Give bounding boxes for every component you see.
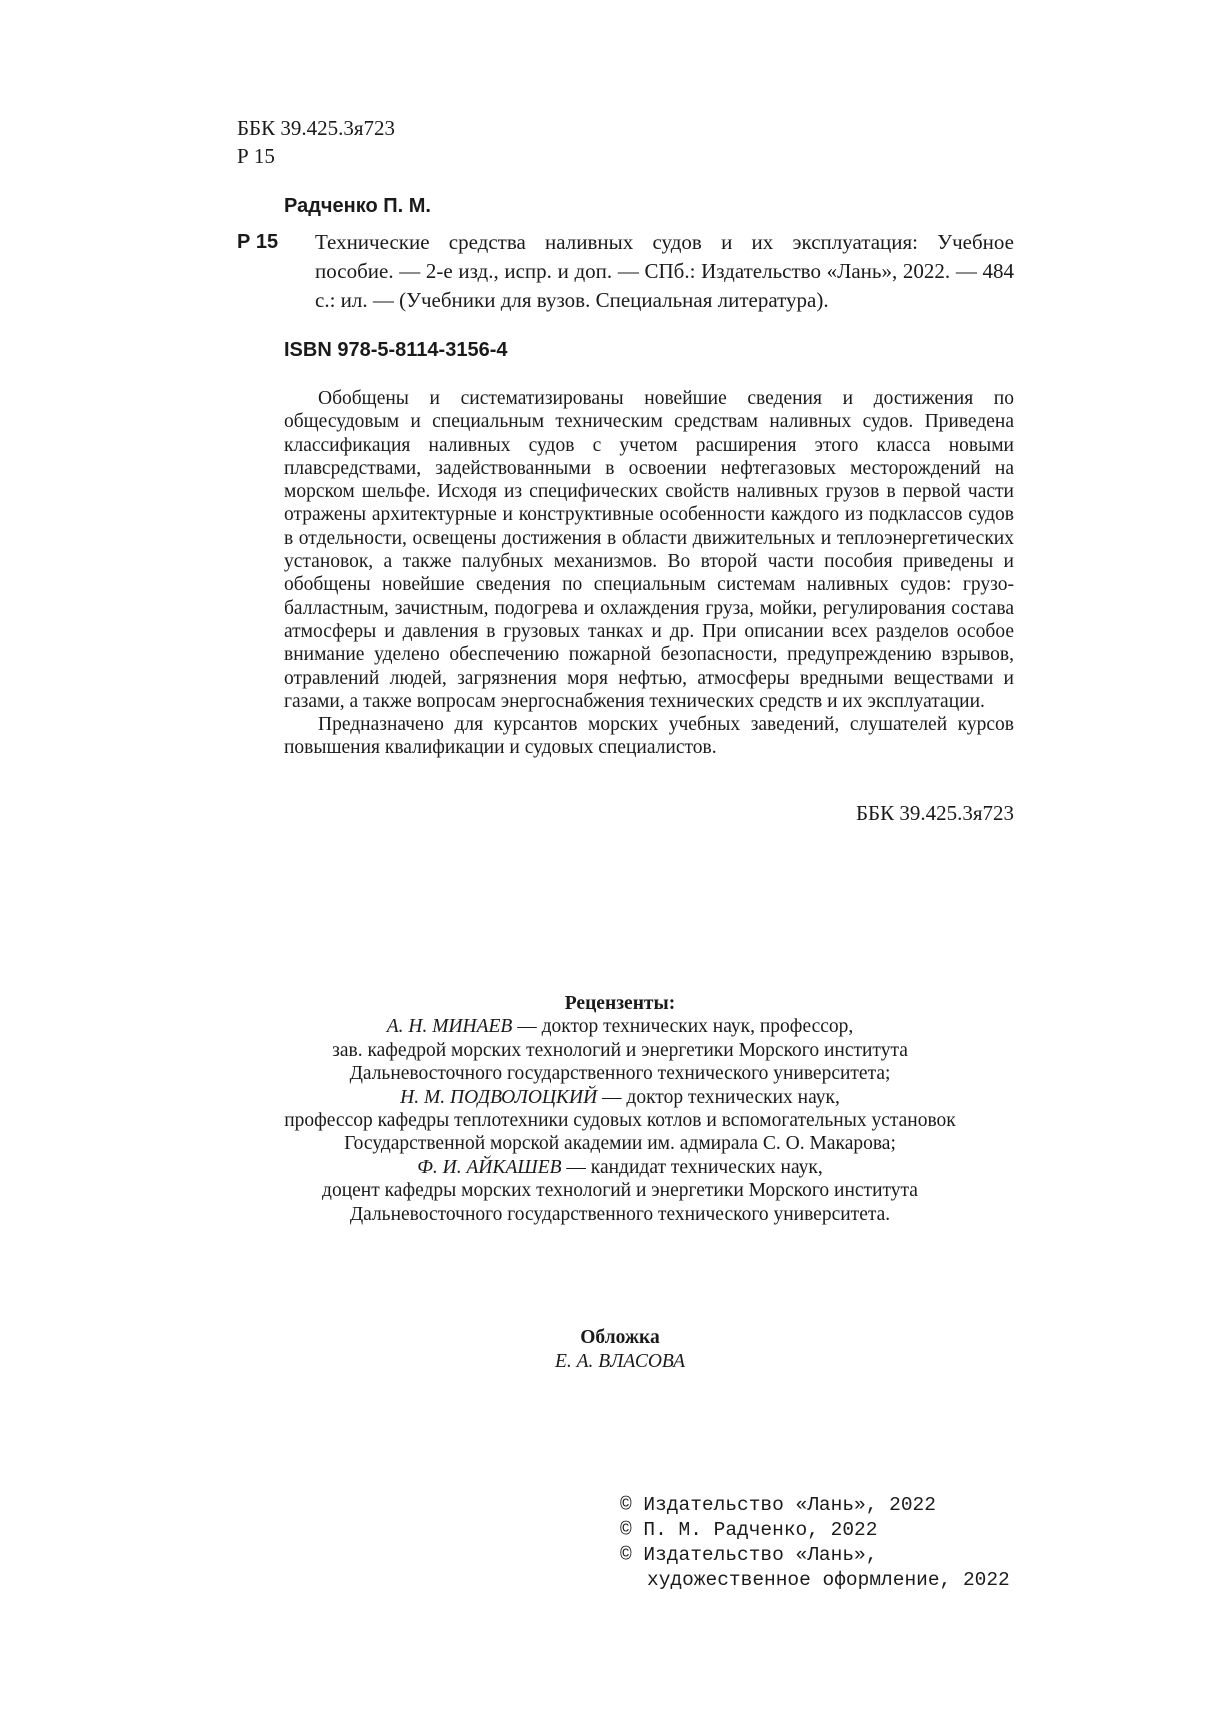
copyright-design: © Издательство «Лань», — [620, 1544, 878, 1566]
reviewer-2-title: — доктор технических наук, — [597, 1086, 840, 1108]
entry-title-line: Технические средства наливных судов и их эксплуатация: Учебное — [315, 230, 1014, 254]
classification-block — [237, 114, 395, 170]
bbk-code: ББК 39.425.3я723 — [237, 116, 396, 140]
reviewer-1-name: А. Н. МИНАЕВ — [386, 1016, 513, 1038]
abstract-paragraph: Обобщены и систематизированы новейшие сведения и достижения по общесудовым и специальным техническим средствам наливных судов. Приведена классификация наливных судов с учетом расширения этого класса новыми плавсредствами, задействованными в освоении нефтегазовых месторождений на морском шельфе. Исходя из специфических свойств наливных грузов в первой части отражены архитектурные и конструктивные особенности каждого из подклассов судов в отдельности, освещены достижения в области движительных и теплоэнергетических установок, а также палубных механизмов. Во второй части пособия приведены и обобщены новейшие сведения по специальным системам наливных судов: грузо-балластным, зачистным, подогрева и охлаждения груза, мойки, регулирования состава атмосферы и давления в грузовых танках и др. При описании всех разделов особое внимание уделено обеспечению пожарной безопасности, предупреждению взрывов, отравлений людей, загрязнения моря нефтью, атмосферы вредными веществами и газами, а также вопросам энергоснабжения технических средств и их эксплуатации. — [284, 388, 1014, 712]
reviewer-2-institution: Государственной морской академии им. адмирала С. О. Макарова; — [344, 1133, 896, 1155]
audience-paragraph: Предназначено для курсантов морских учебных заведений, слушателей курсов повышения квалификации и судовых специалистов. — [284, 714, 1014, 759]
reviewer-1-institution: Дальневосточного государственного технического университета; — [349, 1063, 891, 1085]
reviewer-3-position: доцент кафедры морских технологий и энергетики Морского института — [322, 1180, 918, 1202]
abstract — [284, 387, 1014, 760]
cover-credit — [400, 1326, 840, 1374]
reviewer-3 — [200, 1156, 1040, 1179]
reviewer-1-title: — доктор технических наук, профессор, — [512, 1016, 854, 1038]
reviewer-3-institution: Дальневосточного государственного технического университета. — [349, 1203, 891, 1225]
reviewer-2 — [200, 1086, 1040, 1109]
reviewers-block — [200, 992, 1040, 1226]
reviewers-heading: Рецензенты: — [564, 993, 676, 1014]
reviewer-2-name: Н. М. ПОДВОЛОЦКИЙ — [400, 1086, 598, 1108]
copyright-publisher: © Издательство «Лань», 2022 — [620, 1494, 936, 1516]
reviewer-3-title: — кандидат технических наук, — [561, 1156, 823, 1178]
isbn: ISBN 978-5-8114-3156-4 — [284, 339, 508, 361]
bibliographic-entry — [237, 228, 1014, 315]
copyright-block — [620, 1493, 1010, 1593]
copyright-design-note: художественное оформление, 2022 — [647, 1569, 1010, 1591]
entry-code: Р 15 — [237, 231, 279, 253]
bbk-code-bottom: ББК 39.425.3я723 — [855, 801, 1014, 825]
reviewer-3-name: Ф. И. АЙКАШЕВ — [417, 1156, 562, 1178]
cover-heading: Обложка — [580, 1327, 660, 1348]
copyright-author: © П. М. Радченко, 2022 — [620, 1519, 878, 1541]
author-mark: Р 15 — [237, 144, 275, 168]
reviewer-2-position: профессор кафедры теплотехники судовых котлов и вспомогательных установок — [284, 1110, 956, 1132]
entry-details: пособие. — 2-е изд., испр. и доп. — СПб.: Издательство «Лань», 2022. — 484 с.: ил. — (Учебники для вузов. Специальная литература). — [315, 259, 1014, 312]
entry-description — [315, 228, 1014, 315]
cover-designer: Е. А. ВЛАСОВА — [554, 1351, 686, 1372]
author-name: Радченко П. М. — [284, 195, 431, 217]
reviewer-1 — [200, 1015, 1040, 1038]
reviewer-1-position: зав. кафедрой морских технологий и энергетики Морского института — [332, 1039, 908, 1061]
